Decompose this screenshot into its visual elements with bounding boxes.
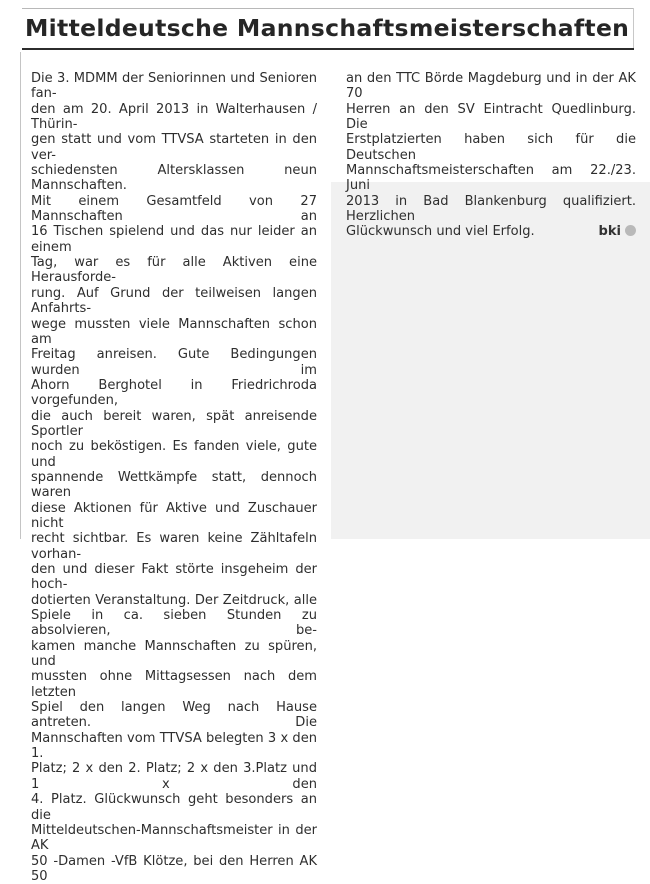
column-1-line: Die 3. MDMM der Seniorinnen und Senioren fan- [31,71,317,102]
column-1-line: Tag, war es für alle Aktiven eine Herausforde- [31,255,317,286]
column-1-line: 4. Platz. Glückwunsch geht besonders an die [31,792,317,823]
column-1-line: die auch bereit waren, spät anreisende Sportler [31,408,317,439]
column-1-line: den und dieser Fakt störte insgeheim der hoch- [31,562,317,593]
column-1-line: spannende Wettkämpfe statt, dennoch waren [31,469,317,501]
column-2-line: 2013 in Bad Blankenburg qualifiziert. Herzlichen [346,193,636,225]
column-1-line: Platz; 2 x den 2. Platz; 2 x den 3.Platz und 1 x den [31,761,317,792]
column-1-line: dotierten Veranstaltung. Der Zeitdruck, alle [31,592,317,608]
column-1-line: recht sichtbar. Es waren keine Zähltafeln vorhan- [31,531,317,562]
article-column-2 [346,71,636,240]
title-underline [22,48,634,50]
column-1-line: noch zu beköstigen. Es fanden viele, gute und [31,439,317,470]
column-1-line: Mitteldeutschen-Mannschaftsmeister in der AK [31,822,317,854]
column-1-line: schiedensten Altersklassen neun Mannschaften. [31,163,317,194]
closing-line: Glückwunsch und viel Erfolg. [346,224,535,240]
article-column-1 [31,71,317,884]
column-1-line: den am 20. April 2013 in Walterhausen / Thürin- [31,101,317,133]
column-1-line: Spiele in ca. sieben Stunden zu absolvieren, be- [31,608,317,639]
article-title: Mitteldeutsche Mannschaftsmeisterschaften [25,14,630,42]
column-1-line: kamen manche Mannschaften zu spüren, und [31,638,317,670]
column-1-line: Mannschaften vom TTVSA belegten 3 x den 1. [31,730,317,762]
column-1-line: mussten ohne Mittagsessen nach dem letzten [31,669,317,700]
column-1-line: rung. Auf Grund der teilweisen langen Anfahrts- [31,285,317,317]
column-1-line: wege mussten viele Mannschaften schon am [31,316,317,347]
signature [599,224,637,239]
column-1-line: gen statt und vom TTVSA starteten in den ver- [31,132,317,163]
column-2-line: Erstplatzierten haben sich für die Deutschen [346,132,636,163]
column-2-line: an den TTC Börde Magdeburg und in der AK 70 [346,71,636,102]
column-2-line: Mannschaftsmeisterschaften am 22./23. Juni [346,163,636,194]
column-1-line: Mit einem Gesamtfeld von 27 Mannschaften an [31,193,317,225]
end-mark-dot-icon [625,225,636,236]
column-2-line: Herren an den SV Eintracht Quedlinburg. Die [346,101,636,133]
top-rule [22,8,634,9]
frame-left-edge [20,52,21,539]
author-signature: bki [598,224,621,240]
column-1-line: Ahorn Berghotel in Friedrichroda vorgefunden, [31,377,317,409]
column-1-line: diese Aktionen für Aktive und Zuschauer nicht [31,500,317,531]
column-1-line: Freitag anreisen. Gute Bedingungen wurden im [31,347,317,378]
column-1-line: 16 Tischen spielend und das nur leider an einem [31,224,317,255]
frame-right-edge [633,8,634,49]
column-1-line: Spiel den langen Weg nach Hause antreten. Die [31,700,317,731]
column-1-line: 50 -Damen -VfB Klötze, bei den Herren AK 50 [31,853,317,884]
